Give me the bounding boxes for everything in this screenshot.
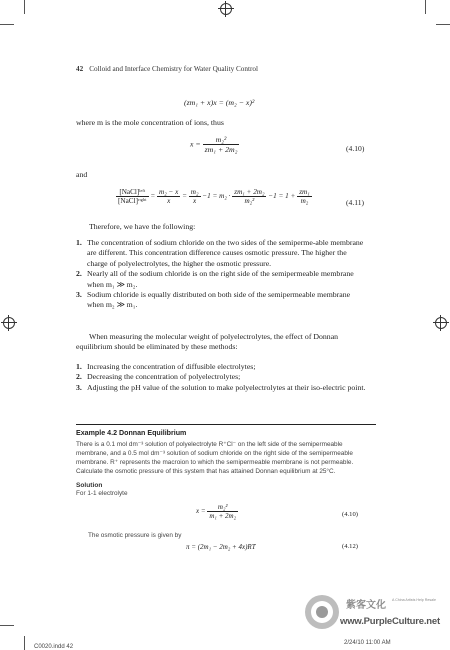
crop-mark-bl-v [24,636,25,650]
crop-mark-tl [0,24,14,25]
purple-culture-logo-icon [302,592,342,632]
eq411-frac4: $\frac{\text{zm₁}}{\text{m₂}}$ [299,188,310,205]
crop-mark-tr-v [425,0,426,14]
registration-mark-top [220,3,232,15]
footer-file: C0020.indd 42 [34,644,74,650]
crop-mark-tr [436,24,450,25]
example-eq-a-number: (4.10) [342,511,358,518]
crop-mark-bl [0,625,14,626]
list-item: 3. Sodium chloride is equally distributed on both side of the semipermeable membrane when m₂ ≫ m₁. [76,290,351,310]
running-title: Colloid and Interface Chemistry for Water Quality Control [89,65,258,73]
footer-date: 2/24/10 11:00 AM [344,640,391,646]
page-number: 42 [76,65,84,73]
example-body: There is a 0.1 mol dm⁻³ solution of polyelectrolyte R⁺Cl⁻ on the left side of the semipermeable membrane, and a 0.5 mol dm⁻³ solution of sodium chloride on the right side of the semipermeable membrane. R⁺ represents the macroion to which the semipermeable membrane is not permeable. Calculate the osmotic pressure of this system that has attained Donnan equilibrium at 25°C. [76,441,354,475]
list-effects [76,238,366,311]
watermark-brand-cn: 紫客文化 [346,600,386,611]
purple-culture-watermark [294,586,444,648]
list-item: 2. Decreasing the concentration of polyelectrolytes; [76,372,241,382]
equation-top: (zm₁ + x)x = (m₂ − x)² [184,98,255,107]
eq410-number: (4.10) [346,144,365,153]
text-following: Therefore, we have the following: [89,222,196,231]
example-eq-b-expr: π = (2m₁ − 2m₂ + 4x)RT [186,543,256,551]
eq410-fraction [203,135,240,154]
example-eq-b [76,541,376,555]
list-item: 3. Adjusting the pH value of the solution to make polyelectrolytes at their iso-electric point. [76,382,366,392]
eq411-lhs-fraction [116,188,149,205]
eq411-frac3: $\frac{\text{zm₁ + 2m₂}}{\text{m₂²}}$ [234,188,265,205]
text-where: where m is the mole concentration of ions, thus [76,118,224,127]
watermark-brand-en: A China Artists Help Resale [392,598,436,602]
crop-mark-tl-v [24,0,25,14]
eq411-frac2: $\frac{\text{m₂}}{x}$ [190,188,199,205]
text-and: and [76,170,88,179]
solution-label: Solution [76,482,103,489]
eq411-number: (4.11) [346,198,365,207]
eq410-lhs: x = [190,139,201,149]
eq411-lhs-num: [NaCl]ˡᵉᶠᵗ [116,188,149,197]
eq411-frac1: $\frac{\text{m₂ − x}}{x}$ [159,188,179,205]
eq410-numerator: m₂² [203,135,240,145]
list-item: 1. The concentration of sodium chloride on the two sides of the semiperme-able membrane are different. This concentration difference causes osmotic pressure. The higher the charge of polyelectrolytes, the higher the osmotic pressure. [76,238,364,268]
example-box [76,424,376,555]
solution-sub: For 1-1 electrolyte [76,490,128,497]
example-eq-a-expr: x = $\frac{\text{m₂²}}{\text{m₁ + 2m₂}}$ [196,503,237,520]
list-item: 2. Nearly all of the sodium chloride is on the right side of the semipermeable membrane when m₁ ≫ m₂. [76,269,354,289]
text-osmotic: The osmotic pressure is given by [88,532,182,539]
running-header [76,65,258,73]
watermark-url: www.PurpleCulture.net [340,616,440,627]
equation-4-11: $\frac{\text{[NaCl]ˡᵉᶠᵗ}}{\text{[NaCl]ʳᶦᵍʰᵗ}}$ = $\frac{\text{m₂ − x}}{x}$ = $\frac{\text{m₂}}{x}$ −1 = m₂ · $\frac{\text{zm₁ + 2m₂}}{\text{m₂²}}$ −1 = 1 + $\frac{\text{zm₁}}{\text{m₂}}$ [118,188,310,205]
eq410-denominator: zm₁ + 2m₂ [204,145,238,154]
eq411-lhs-den: [NaCl]ʳᶦᵍʰᵗ [118,197,147,205]
list-item: 1. Increasing the concentration of diffusible electrolytes; [76,362,256,371]
text-measuring: When measuring the molecular weight of polyelectrolytes, the effect of Donnan equilibrium should be eliminated by these methods: [76,332,339,352]
registration-mark-left [3,317,15,329]
example-title: Example 4.2 Donnan Equilibrium [76,429,187,437]
example-eq-b-number: (4.12) [342,543,358,550]
equation-4-10 [190,135,239,154]
list-methods [76,362,366,393]
registration-mark-right [435,317,447,329]
example-eq-a [76,501,376,531]
